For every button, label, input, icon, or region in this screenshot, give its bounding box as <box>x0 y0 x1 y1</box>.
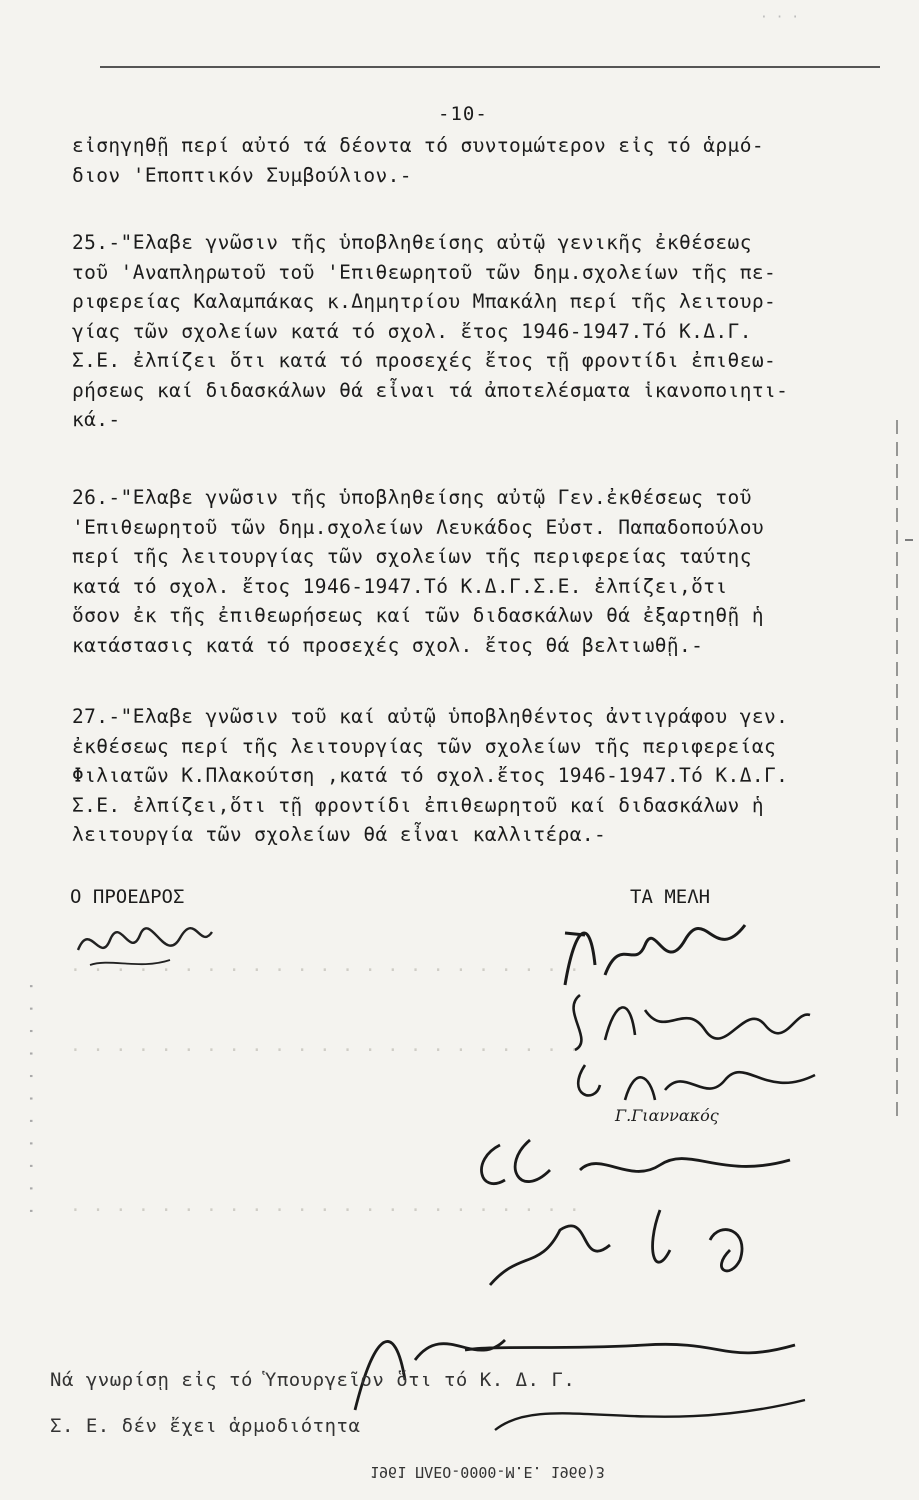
bleed-through-text: · · · · · · · · · · · · · · · · · · · · · · · <box>70 960 581 981</box>
right-edge-marks <box>893 420 913 1120</box>
text-line: 25.-"Ελαβε γνῶσιν τῆς ὑποβληθείσης αὐτῷ γενικῆς ἐκθέσεως <box>72 231 752 254</box>
bleed-through-text: · · · · · · · · · · · · · · · · · · · · · · · <box>70 1200 581 1221</box>
text-line: ὅσον ἐκ τῆς ἐπιθεωρήσεως καί τῶν διδασκάλων θά ἐξαρτηθῇ ἡ <box>72 604 764 627</box>
president-signature <box>70 910 220 980</box>
text-line: Σ.Ε. ἐλπίζει ὅτι κατά τό προσεχές ἔτος τῇ φροντίδι ἐπιθεω- <box>72 349 777 372</box>
text-line: κά.- <box>72 408 121 431</box>
paragraph-item-26 <box>72 483 872 660</box>
text-line: Φιλιατῶν Κ.Πλακούτση ,κατά τό σχολ.ἔτος 1946-1947.Τό Κ.Δ.Γ. <box>72 764 789 787</box>
president-label: Ο ΠΡΟΕΔΡΟΣ <box>70 886 185 908</box>
member-signature-6 <box>460 1190 790 1300</box>
top-rule <box>100 66 880 68</box>
member-signature-4: Γ.Γιαννακός <box>615 1106 719 1125</box>
text-line: κατάστασις κατά τό προσεχές σχολ. ἔτος θά βελτιωθῇ.- <box>72 633 704 657</box>
text-line: ριφερείας Καλαμπάκας κ.Δημητρίου Μπακάλη περί τῆς λειτουρ- <box>72 290 777 313</box>
text-line: εἰσηγηθῇ περί αὐτό τά δέοντα τό συντομώτερον εἰς τό ἁρμό- <box>72 134 764 157</box>
page-number: -10- <box>438 103 488 125</box>
member-signature-5 <box>460 1120 800 1200</box>
text-line: 'Επιθεωρητοῦ τῶν δημ.σχολείων Λευκάδος Εὐστ. Παπαδοπούλου <box>72 515 764 539</box>
text-line: Σ.Ε. ἐλπίζει,ὅτι τῇ φροντίδι ἐπιθεωρητοῦ καί διδασκάλων ἡ <box>72 793 764 817</box>
footer-line: Νά γνωρίσῃ εἰς τό Ὑπουργεῖον ὅτι τό Κ. Δ. Γ. <box>50 1369 576 1391</box>
text-line: περί τῆς λειτουργίας τῶν σχολείων τῆς περιφερείας ταύτης <box>72 545 752 568</box>
text-line: 27.-"Ελαβε γνῶσιν τοῦ καί αὐτῷ ὑποβληθέντος ἀντιγράφου γεν. <box>72 705 789 728</box>
text-line: γίας τῶν σχολείων κατά τό σχολ. ἔτος 1946-1947.Τό Κ.Δ.Γ. <box>72 319 752 343</box>
text-line: τοῦ 'Αναπληρωτοῦ τοῦ 'Επιθεωρητοῦ τῶν δημ.σχολείων τῆς πε- <box>72 260 777 284</box>
text-line: ἐκθέσεως περί τῆς λειτουργίας τῶν σχολείων τῆς περιφερείας <box>72 734 777 758</box>
member-signature-3 <box>565 1045 825 1115</box>
bleed-through-text: · · · · · · · · · · · · · · · · · · · · · · · <box>70 1040 581 1061</box>
text-line: διον 'Εποπτικόν Συμβούλιον.- <box>72 163 412 187</box>
paragraph-item-25 <box>72 228 872 435</box>
paragraph-item-27 <box>72 702 872 850</box>
paragraph-continuation <box>72 131 872 190</box>
text-line: λειτουργία τῶν σχολείων θά εἶναι καλλιτέρα.- <box>72 823 607 846</box>
printer-mark: 1961 ΠΛΕΟ-0000-M.E. 1966)3 <box>370 1463 605 1481</box>
left-margin-stamp: · · · · · · · · · · · <box>22 980 42 1216</box>
text-line: 26.-"Ελαβε γνῶσιν τῆς ὑποβληθείσης αὐτῷ Γεν.ἐκθέσεως τοῦ <box>72 486 752 509</box>
corner-faint-mark: · · · <box>760 10 800 25</box>
text-line: ρήσεως καί διδασκάλων θά εἶναι τά ἀποτελέσματα ἱκανοποιητι- <box>72 378 789 402</box>
members-label: ΤΑ ΜΕΛΗ <box>630 886 711 908</box>
text-line: κατά τό σχολ. ἔτος 1946-1947.Τό Κ.Δ.Γ.Σ.Ε. ἐλπίζει,ὅτι <box>72 574 728 598</box>
footer-line: Σ. Ε. δέν ἔχει ἁρμοδιότητα <box>50 1415 361 1437</box>
